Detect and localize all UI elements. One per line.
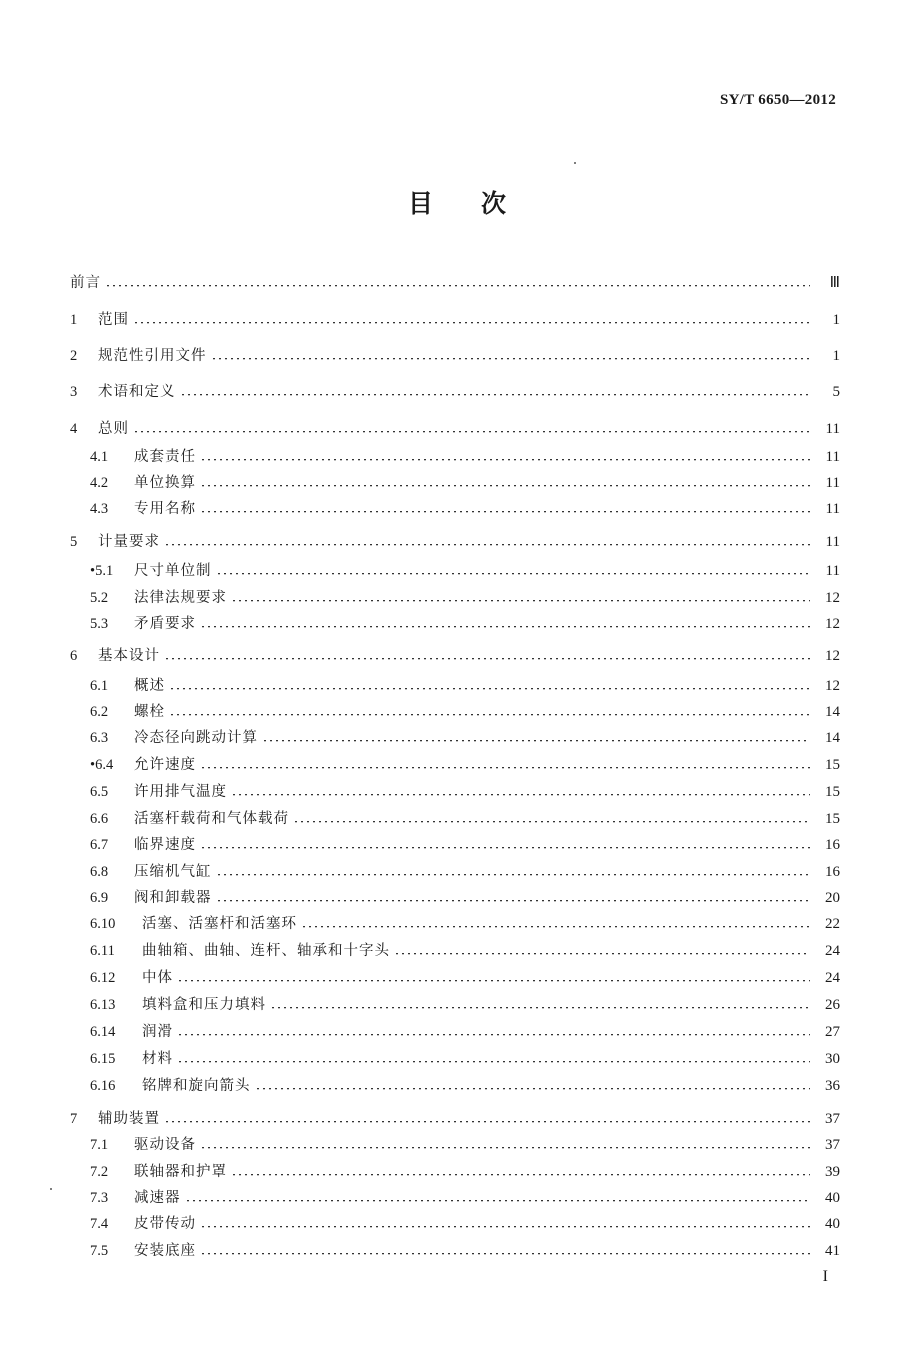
toc-leader-dots [200, 626, 810, 629]
toc-entry [70, 645, 840, 667]
toc-entry-number: 4.1 [90, 449, 109, 465]
toc-entry-page: 20 [825, 890, 840, 906]
toc-entry [90, 1048, 840, 1070]
toc-entry [90, 472, 840, 494]
toc-entry [90, 498, 840, 520]
toc-entry-page: 24 [825, 943, 840, 959]
toc-entry-label: 驱动设备 [134, 1137, 196, 1153]
toc-entry-number: •6.4 [90, 757, 114, 773]
toc-entry-page: 41 [825, 1243, 840, 1259]
toc-entry [90, 587, 840, 609]
toc-entry-label: 材料 [142, 1051, 173, 1067]
toc-entry-label: 阀和卸载器 [134, 890, 212, 906]
toc-entry-page: 36 [825, 1078, 840, 1094]
toc-leader-dots [177, 1061, 810, 1064]
toc-entry-number: 6.9 [90, 890, 109, 906]
toc-entry-number: 5 [70, 534, 78, 550]
toc-entry [90, 913, 840, 935]
toc-entry-number: 6.12 [90, 970, 116, 986]
toc-entry-number: 6.13 [90, 997, 116, 1013]
toc-entry-number: 4.3 [90, 501, 109, 517]
toc-entry-number: 6.11 [90, 943, 115, 959]
toc-leader-dots [216, 573, 811, 576]
toc-entry [90, 1134, 840, 1156]
toc-entry-page: 26 [825, 997, 840, 1013]
toc-entry-page: 11 [825, 475, 840, 491]
toc-leader-dots [200, 485, 810, 488]
toc-entry-label: 铭牌和旋向箭头 [142, 1078, 251, 1094]
toc-leader-dots [200, 511, 810, 514]
toc-entry-label: 冷态径向跳动计算 [134, 730, 258, 746]
toc-entry-page: 12 [825, 590, 840, 606]
toc-entry-label: 曲轴箱、曲轴、连杆、轴承和十字头 [142, 943, 390, 959]
toc-entry-number: 3 [70, 384, 78, 400]
toc-entry-label: 术语和定义 [98, 384, 176, 400]
toc-leader-dots [216, 900, 811, 903]
toc-entry-label: 活塞、活塞杆和活塞环 [142, 916, 297, 932]
toc-entry-label: 螺栓 [134, 704, 165, 720]
toc-entry-page: 11 [825, 563, 840, 579]
toc-entry-number: 5.3 [90, 616, 109, 632]
toc-entry-label: 计量要求 [98, 534, 160, 550]
toc-leader-dots [200, 1253, 810, 1256]
toc-entry-number: 6.7 [90, 837, 109, 853]
toc-entry-label: 减速器 [134, 1190, 181, 1206]
toc-entry-label: 中体 [142, 970, 173, 986]
toc-entry-page: 14 [825, 730, 840, 746]
toc-leader-dots [133, 322, 810, 325]
toc-entry-number: 6.6 [90, 811, 109, 827]
toc-entry-number: 6.16 [90, 1078, 116, 1094]
toc-leader-dots [293, 821, 810, 824]
toc-entry-page: 39 [825, 1164, 840, 1180]
standard-code: SY/T 6650—2012 [719, 92, 836, 108]
toc-entry-number: 7.5 [90, 1243, 109, 1259]
toc-entry-page: 15 [825, 811, 840, 827]
toc-entry [90, 861, 840, 883]
toc-entry-label: 成套责任 [134, 449, 196, 465]
toc-leader-dots [231, 600, 810, 603]
toc-leader-dots [200, 847, 810, 850]
toc-leader-dots [200, 459, 810, 462]
toc-entry-page: 12 [825, 616, 840, 632]
toc-entry-label: 辅助装置 [98, 1111, 160, 1127]
toc-leader-dots [180, 394, 811, 397]
toc-entry [90, 1240, 840, 1262]
toc-entry-page: 37 [825, 1111, 840, 1127]
toc-entry-label: 单位换算 [134, 475, 196, 491]
toc-entry-page: 12 [825, 648, 840, 664]
toc-entry-number: 6.10 [90, 916, 116, 932]
toc-entry-label: 压缩机气缸 [134, 864, 212, 880]
toc-entry-number: 6.3 [90, 730, 109, 746]
toc-leader-dots [105, 285, 810, 288]
title-char-left: 目 [407, 189, 433, 218]
toc-leader-dots [262, 740, 810, 743]
toc-entry-number: 6.2 [90, 704, 109, 720]
toc-entry-page: 14 [825, 704, 840, 720]
toc-entry-page: 16 [825, 837, 840, 853]
toc-leader-dots [164, 544, 810, 547]
toc-entry [90, 994, 840, 1016]
toc-entry-number: •5.1 [90, 563, 114, 579]
toc-entry-page: 1 [832, 348, 840, 364]
toc-entry-page: 11 [825, 534, 840, 550]
toc-entry-page: 11 [825, 421, 840, 437]
toc-entry-page: 37 [825, 1137, 840, 1153]
toc-entry [90, 446, 840, 468]
toc-entry [90, 967, 840, 989]
toc-entry-page: 5 [832, 384, 840, 400]
toc-entry-number: 6.14 [90, 1024, 116, 1040]
toc-entry [90, 1161, 840, 1183]
toc-entry [90, 701, 840, 723]
toc-entry [90, 754, 840, 776]
toc-entry [90, 940, 840, 962]
toc-entry [70, 272, 840, 294]
toc-entry [90, 613, 840, 635]
toc-entry [90, 1187, 840, 1209]
toc-entry-number: 6.15 [90, 1051, 116, 1067]
toc-entry [70, 309, 840, 331]
toc-entry [90, 834, 840, 856]
toc-leader-dots [231, 1174, 810, 1177]
toc-entry-page: 15 [825, 784, 840, 800]
toc-entry [70, 1108, 840, 1130]
toc-entry [90, 727, 840, 749]
toc-entry-page: 22 [825, 916, 840, 932]
toc-leader-dots [169, 688, 810, 691]
toc-entry-label: 允许速度 [134, 757, 196, 773]
toc-entry-number: 6.1 [90, 678, 109, 694]
toc-entry-label: 填料盒和压力填料 [142, 997, 266, 1013]
toc-entry-label: 基本设计 [98, 648, 160, 664]
scan-speck [50, 1188, 52, 1190]
toc-entry-number: 4 [70, 421, 78, 437]
toc-entry-label: 润滑 [142, 1024, 173, 1040]
toc-entry-label: 活塞杆载荷和气体载荷 [134, 811, 289, 827]
toc-entry-page: Ⅲ [829, 275, 840, 291]
toc-entry [70, 531, 840, 553]
toc-entry-label: 矛盾要求 [134, 616, 196, 632]
toc-leader-dots [255, 1088, 811, 1091]
scan-speck [574, 162, 576, 164]
toc-entry-number: 7 [70, 1111, 78, 1127]
toc-entry [70, 345, 840, 367]
toc-entry-label: 概述 [134, 678, 165, 694]
toc-entry-number: 7.3 [90, 1190, 109, 1206]
toc-leader-dots [169, 714, 810, 717]
toc-entry-number: 7.1 [90, 1137, 109, 1153]
toc-entry-label: 尺寸单位制 [134, 563, 212, 579]
toc-entry-number: 6.5 [90, 784, 109, 800]
toc-entry-number: 5.2 [90, 590, 109, 606]
toc-leader-dots [301, 926, 810, 929]
toc-entry-number: 6.8 [90, 864, 109, 880]
toc-entry [90, 1213, 840, 1235]
toc-entry-label: 专用名称 [134, 501, 196, 517]
toc-leader-dots [200, 1147, 810, 1150]
toc-leader-dots [164, 1121, 810, 1124]
toc-leader-dots [394, 953, 810, 956]
toc-entry-page: 40 [825, 1216, 840, 1232]
toc-entry-page: 12 [825, 678, 840, 694]
toc-entry-label: 联轴器和护罩 [134, 1164, 227, 1180]
toc-entry [90, 1075, 840, 1097]
toc-leader-dots [185, 1200, 811, 1203]
toc-leader-dots [200, 767, 810, 770]
toc-entry [70, 418, 840, 440]
toc-leader-dots [270, 1007, 810, 1010]
toc-leader-dots [133, 431, 810, 434]
toc-entry-number: 2 [70, 348, 78, 364]
toc-entry-label: 范围 [98, 312, 129, 328]
toc-entry-page: 16 [825, 864, 840, 880]
toc-entry-page: 30 [825, 1051, 840, 1067]
toc-entry-label: 前言 [70, 275, 101, 291]
toc-entry-label: 法律法规要求 [134, 590, 227, 606]
toc-entry-label: 安装底座 [134, 1243, 196, 1259]
toc-entry-number: 7.2 [90, 1164, 109, 1180]
toc-entry [70, 381, 840, 403]
toc-entry-label: 规范性引用文件 [98, 348, 207, 364]
toc-entry [90, 560, 840, 582]
toc-entry-page: 40 [825, 1190, 840, 1206]
toc-entry [90, 781, 840, 803]
toc-entry-page: 27 [825, 1024, 840, 1040]
toc-entry-page: 24 [825, 970, 840, 986]
toc-entry-number: 7.4 [90, 1216, 109, 1232]
toc-entry [90, 1021, 840, 1043]
toc-entry-page: 15 [825, 757, 840, 773]
toc-entry-number: 6 [70, 648, 78, 664]
toc-leader-dots [211, 358, 811, 361]
toc-leader-dots [200, 1226, 810, 1229]
toc-leader-dots [177, 1034, 810, 1037]
page-number: I [822, 1268, 828, 1285]
toc-entry [90, 808, 840, 830]
page-title [0, 184, 914, 220]
toc-leader-dots [177, 980, 810, 983]
toc-leader-dots [216, 874, 811, 877]
title-char-right: 次 [481, 189, 507, 218]
toc-leader-dots [231, 794, 810, 797]
toc-entry-label: 许用排气温度 [134, 784, 227, 800]
toc-entry-page: 11 [825, 501, 840, 517]
toc-entry-label: 临界速度 [134, 837, 196, 853]
toc-entry-page: 1 [832, 312, 840, 328]
toc-entry-number: 4.2 [90, 475, 109, 491]
toc-entry-page: 11 [825, 449, 840, 465]
toc-entry-label: 皮带传动 [134, 1216, 196, 1232]
toc-entry [90, 887, 840, 909]
toc-leader-dots [164, 658, 810, 661]
toc-entry-number: 1 [70, 312, 78, 328]
toc-entry [90, 675, 840, 697]
toc-entry-label: 总则 [98, 421, 129, 437]
